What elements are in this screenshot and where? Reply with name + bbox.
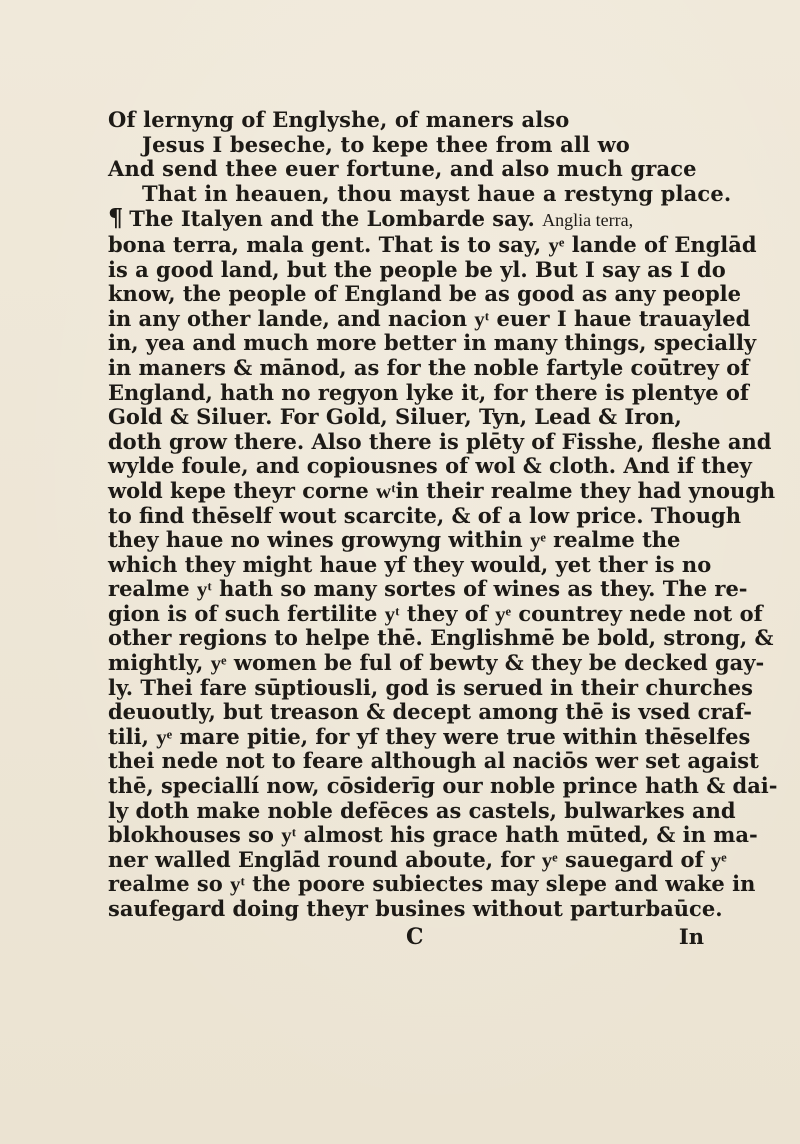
- prose-line: realme so yͭ the poore subiectes may slepe and wake in: [108, 871, 756, 897]
- prose-line: gion is of such fertilite yͭ they of yͤ countrey nede not of: [108, 600, 763, 626]
- prose-paragraph: [108, 203, 778, 921]
- verse-line-2: Jesus I beseche, to kepe thee from all wo: [142, 131, 630, 157]
- prose-line: mightly, yͤ women be ful of bewty & they be decked gay-: [108, 650, 765, 676]
- prose-line: thē, speciallí now, cōsiderīg our noble prince hath & dai-: [108, 773, 778, 799]
- prose-line: in maners & mānod, as for the noble fartyle coūtrey of: [108, 354, 750, 380]
- prose-line: realme yͭ hath so many sortes of wines as they. The re-: [108, 576, 748, 602]
- prose-line: in any other lande, and nacion yͭ euer I haue trauayled: [108, 305, 751, 331]
- prose-line: thei nede not to feare although al naciōs wer set agaist: [108, 748, 759, 774]
- verse-line-3: And send thee euer fortune, and also much grace: [108, 156, 697, 182]
- prose-line: other regions to helpe thē. Englishmē be bold, strong, &: [108, 625, 774, 651]
- prose-line: wold kepe theyr corne wͭin their realme they had ynough: [108, 477, 776, 503]
- prose-line: ly. Thei fare sūptiousli, god is serued in their churches: [108, 674, 753, 700]
- prose-line: bona terra, mala gent. That is to say, yͤ lande of Englād: [108, 231, 757, 257]
- prose-line: in, yea and much more better in many things, specially: [108, 330, 757, 356]
- prose-line: wylde foule, and copiousnes of wol & cloth. And if they: [108, 453, 752, 479]
- prose-line: blokhouses so yͭ almost his grace hath mūted, & in ma-: [108, 822, 758, 848]
- first-line-blackletter: The Italyen and the Lombarde say.: [129, 206, 535, 232]
- verse-block: [108, 107, 732, 206]
- signature-mark: C: [406, 923, 424, 950]
- prose-line: England, hath no regyon lyke it, for there is plentye of: [108, 379, 749, 405]
- prose-line: which they might haue yf they would, yet ther is no: [108, 551, 712, 577]
- prose-line: deuoutly, but treason & decept among thē is vsed craf-: [108, 699, 753, 725]
- verse-line-4: That in heauen, thou mayst haue a restyng place.: [142, 180, 732, 206]
- prose-line: they haue no wines growyng within yͤ realme the: [108, 527, 681, 553]
- prose-line: is a good land, but the people be yl. But I say as I do: [108, 256, 726, 282]
- prose-line: doth grow there. Also there is plēty of Fisshe, fleshe and: [108, 428, 772, 454]
- verse-line-1: Of lernyng of Englyshe, of maners also: [108, 107, 570, 132]
- prose-line: Gold & Siluer. For Gold, Siluer, Tyn, Lead & Iron,: [108, 404, 682, 430]
- pilcrow-icon: ¶: [108, 203, 124, 233]
- prose-first-line: [108, 203, 704, 233]
- prose-line: tili, yͤ mare pitie, for yf they were true within thēselfes: [108, 723, 751, 749]
- prose-line: know, the people of England be as good as any people: [108, 281, 741, 307]
- prose-line: ly doth make noble defēces as castels, bulwarkes and: [108, 797, 736, 823]
- prose-line: to find thēself wout scarcite, & of a low price. Though: [108, 502, 742, 528]
- prose-line: ner walled Englād round aboute, for yͤ sauegard of yͤ: [108, 846, 727, 872]
- catchword: In: [678, 923, 704, 949]
- prose-line: saufegard doing theyr busines without parturbaūce.: [108, 896, 723, 921]
- first-line-latin: Anglia terra,: [542, 210, 634, 231]
- page-footer: [108, 924, 704, 950]
